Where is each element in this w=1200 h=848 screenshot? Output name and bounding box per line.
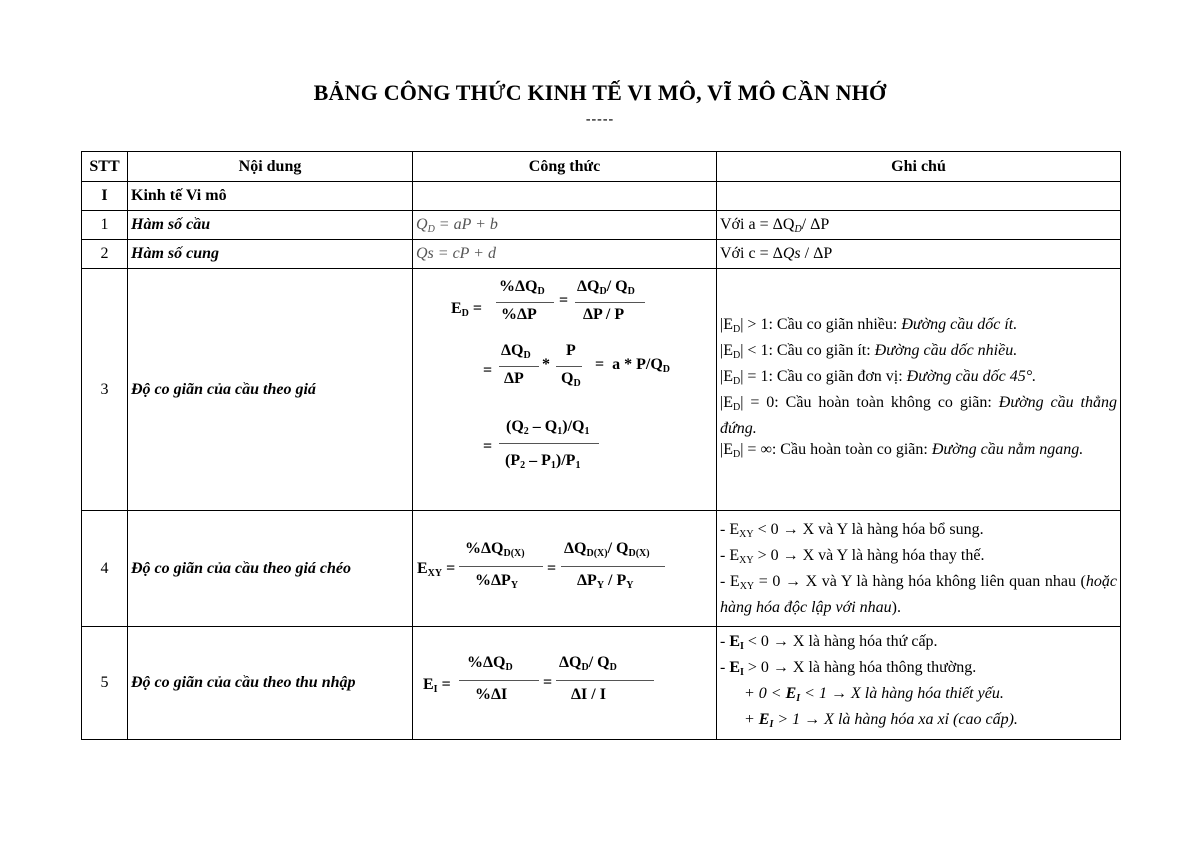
row-stt: 3: [82, 269, 128, 511]
note-line: $|E_D|$ = ∞: Cầu hoàn toàn co giãn: Đường cầu nằm ngang.: [720, 441, 1084, 460]
note-line: $|E_D| > 1$: Cầu co giãn nhiều: Đường cầu dốc ít.: [720, 316, 1018, 335]
note-line: - $E_I > 0 \to X$ là hàng hóa thông thường.: [720, 659, 977, 678]
header-note: Ghi chú: [717, 152, 1121, 182]
row-label: Độ co giãn của cầu theo thu nhập: [128, 627, 413, 740]
row-stt: 2: [82, 240, 128, 269]
header-content: Nội dung: [128, 152, 413, 182]
table-row: [82, 269, 1121, 511]
section-stt: I: [82, 182, 128, 211]
row-formula: Qs = cP + d: [413, 240, 717, 269]
note-line: $|E_D| = 0$: Cầu hoàn toàn không co giãn: Đường cầu thẳng đứng.: [720, 394, 1118, 437]
row-formula: $E_D$ = $\%\Delta Q_D$ %ΔP = $\Delta Q_D/$ $Q_D$ ΔP / P = $\Delta Q_D$ ΔP * P $Q_D$ = a * $P/Q_D$ = $(Q_2 - Q_1)/Q_1$ $(P_2 - P_1)/P_1$: [413, 269, 717, 511]
note-line: + $E_I > 1 \to X$ là hàng hóa xa xỉ (cao cấp).: [744, 711, 1018, 730]
header-row: [82, 152, 1121, 182]
note-line: - $E_{XY} > 0 \to X$ và Y là hàng hóa thay thế.: [720, 547, 985, 566]
section-row: [82, 182, 1121, 211]
row-label: Hàm số cung: [128, 240, 413, 269]
row-stt: 5: [82, 627, 128, 740]
row-note: [717, 269, 1121, 511]
row-note: [717, 511, 1121, 627]
row-label: Hàm số cầu: [128, 211, 413, 240]
header-formula: Công thức: [413, 152, 717, 182]
row-formula: $E_I$ = $\%\Delta Q_D$ %ΔI = $\Delta Q_D/$ $Q_D$ ΔI / I: [413, 627, 717, 740]
table-row: [82, 511, 1121, 627]
formula-table: [81, 151, 1121, 740]
row-note: Với c = ΔQs / ΔP: [717, 240, 1121, 269]
row-formula: $E_{XY}$ = $\%\Delta Q_{D(X)}$ $\%\Delta P_Y$ = $\Delta Q_{D(X)}/$ $Q_{D(X)}$ $\Delta P_Y / P_Y$: [413, 511, 717, 627]
note-line: - $E_{XY} = 0 \to X$ và Y là hàng hóa không liên quan nhau (hoặc hàng hóa độc lập với nhau).: [720, 573, 1117, 616]
row-label: Độ co giãn của cầu theo giá: [128, 269, 413, 511]
note-line: - $E_I < 0 \to X$ là hàng hóa thứ cấp.: [720, 633, 938, 652]
table-row: [82, 627, 1121, 740]
header-stt: STT: [82, 152, 128, 182]
row-stt: 4: [82, 511, 128, 627]
note-line: $|E_D| = 1$: Cầu co giãn đơn vị: Đường cầu dốc 45°.: [720, 368, 1037, 387]
row-note: [717, 627, 1121, 740]
note-line: $|E_D| < 1$: Cầu co giãn ít: Đường cầu dốc nhiều.: [720, 342, 1018, 361]
row-stt: 1: [82, 211, 128, 240]
table-row: [82, 211, 1121, 240]
section-label: Kinh tế Vi mô: [128, 182, 413, 211]
row-label: Độ co giãn của cầu theo giá chéo: [128, 511, 413, 627]
note-line: - $E_{XY} < 0 \to X$ và Y là hàng hóa bổ sung.: [720, 521, 984, 540]
title-rule: -----: [585, 112, 615, 127]
row-formula: $Q_D$ = aP + b: [413, 211, 717, 240]
row-note: Với $a = \Delta Q_D/$ ΔP: [717, 211, 1121, 240]
note-line: + $0 < E_I < 1 \to X$ là hàng hóa thiết yếu.: [744, 685, 1004, 704]
page-title: BẢNG CÔNG THỨC KINH TẾ VI MÔ, VĨ MÔ CẦN NHỚ: [313, 80, 887, 105]
table-row: [82, 240, 1121, 269]
